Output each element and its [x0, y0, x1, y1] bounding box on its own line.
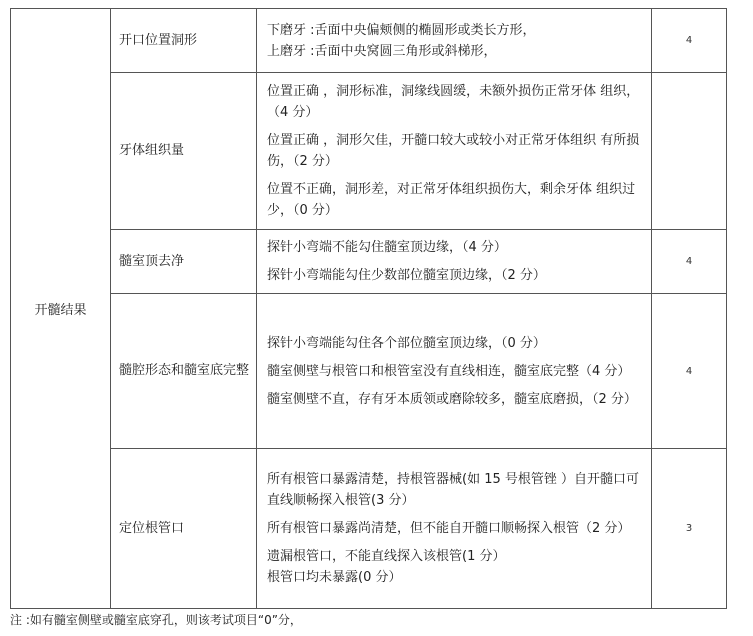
score-cell: 4 — [652, 294, 727, 449]
item-cell: 定位根管口 — [111, 449, 257, 609]
criteria-line: 根管口均未暴露(0 分） — [267, 570, 402, 585]
criteria-line: 髓室侧壁与根管口和根管室没有直线相连，髓室底完整（4 分） — [267, 363, 631, 379]
criteria-line: 位置正确 ，洞形欠佳，开髓口较大或较小对正常牙体组织 有所损伤，（2 分） — [267, 133, 640, 169]
criteria-line: 所有根管口暴露清楚，持根管器械(如 15 号根管锉 ）自开髓口可直线顺畅探入根管(3 分） — [267, 472, 640, 508]
criteria-cell — [257, 230, 652, 294]
item-cell: 牙体组织量 — [111, 73, 257, 230]
criteria-cell — [257, 449, 652, 609]
score-cell: 4 — [652, 230, 727, 294]
criteria-line: 遗漏根管口，不能直线探入该根管(1 分） — [267, 549, 506, 564]
table-row — [11, 9, 727, 73]
criteria-line: 位置不正确，洞形差，对正常牙体组织损伤大，剩余牙体 组织过少，（0 分） — [267, 182, 636, 218]
criteria-line: 探针小弯端能勾住少数部位髓室顶边缘，（2 分） — [267, 268, 546, 283]
score-cell: 3 — [652, 449, 727, 609]
criteria-cell — [257, 294, 652, 449]
score-cell — [652, 73, 727, 230]
item-cell: 开口位置洞形 — [111, 9, 257, 73]
criteria-cell — [257, 9, 652, 73]
criteria-cell — [257, 73, 652, 230]
criteria-line: 所有根管口暴露尚清楚，但不能自开髓口顺畅探入根管（2 分） — [267, 521, 631, 536]
table-row — [11, 294, 727, 449]
criteria-line: 探针小弯端能勾住各个部位髓室顶边缘，（0 分） — [267, 335, 546, 351]
score-cell: 4 — [652, 9, 727, 73]
criteria-line: 下磨牙 :舌面中央偏颊侧的椭圆形或类长方形， — [267, 22, 536, 38]
item-cell: 髓腔形态和髓室底完整 — [111, 294, 257, 449]
table-row — [11, 73, 727, 230]
category-cell: 开髓结果 — [11, 9, 111, 609]
criteria-line: 位置正确 ，洞形标准，洞缘线圆缓，未额外损伤正常牙体 组织，（4 分） — [267, 84, 640, 120]
table-row — [11, 449, 727, 609]
criteria-line: 上磨牙 :舌面中央窝圆三角形或斜梯形， — [267, 43, 497, 59]
table-row — [11, 230, 727, 294]
grading-table — [10, 8, 727, 609]
criteria-line: 髓室侧壁不直，存有牙本质领或磨除较多，髓室底磨损，（2 分） — [267, 391, 637, 407]
footnote: 注 :如有髓室侧壁或髓室底穿孔，则该考试项目“0”分， — [10, 613, 302, 627]
criteria-line: 探针小弯端不能勾住髓室顶边缘，（4 分） — [267, 240, 507, 255]
item-cell: 髓室顶去净 — [111, 230, 257, 294]
